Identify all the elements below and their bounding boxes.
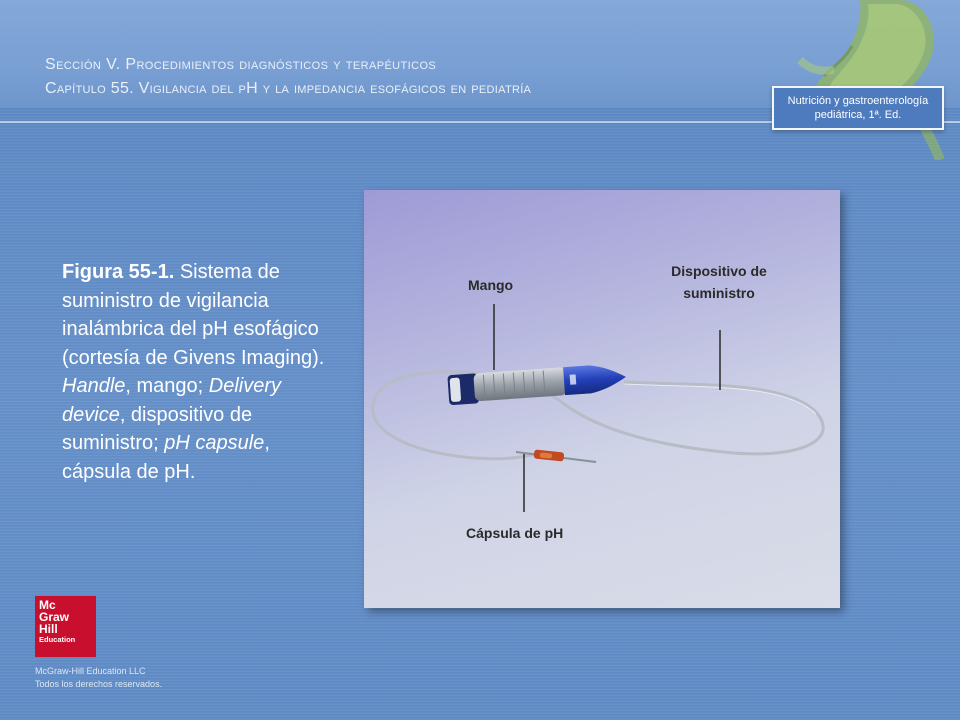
logo-line4: Education: [39, 635, 76, 644]
copyright-notice: [35, 665, 162, 691]
book-title-line1: Nutrición y gastroenterología: [787, 95, 929, 107]
mcgraw-hill-logo: [35, 596, 96, 657]
copyright-rights: Todos los derechos reservados.: [35, 679, 163, 689]
caption-text-4: , cápsula de pH.: [62, 432, 270, 483]
book-title-line2: pediátrica, 1ª. Ed.: [814, 109, 902, 121]
caption-term-capsule: pH capsule: [164, 432, 265, 454]
label-capsula: Cápsula de pH: [466, 525, 564, 541]
section-title: Sección V. Procedimientos diagnósticos y terapéuticos: [45, 56, 437, 73]
label-dispositivo: [654, 260, 784, 304]
logo-line1: Mc: [39, 598, 56, 612]
label-mango: Mango: [468, 277, 514, 293]
caption-text-2: , mango;: [125, 375, 209, 397]
logo-line3: Hill: [39, 622, 58, 636]
caption-term-handle: Handle: [62, 375, 126, 397]
label-dispositivo-line2: suministro: [683, 285, 755, 301]
device-photo: [364, 190, 840, 608]
device-drawing: [364, 190, 840, 608]
caption-term-delivery: Delivery device: [62, 375, 282, 426]
handle-icon: [447, 363, 627, 405]
book-title-badge: [772, 86, 944, 130]
stomach-illustration-icon: [787, 0, 960, 160]
label-dispositivo-line1: Dispositivo de: [671, 263, 767, 279]
logo-line2: Graw: [39, 610, 70, 624]
chapter-title: Capítulo 55. Vigilancia del pH y la impedancia esofágicos en pediatría: [45, 80, 532, 97]
copyright-company: McGraw-Hill Education LLC: [35, 666, 146, 676]
figure-label: Figura 55-1.: [62, 261, 175, 283]
caption-text-3: , dispositivo de suministro;: [62, 403, 253, 454]
caption-text-1: Sistema de suministro de vigilancia inalámbrica del pH esofágico (cortesía de Givens Imaging).: [62, 261, 325, 369]
figure-caption: [62, 258, 342, 486]
